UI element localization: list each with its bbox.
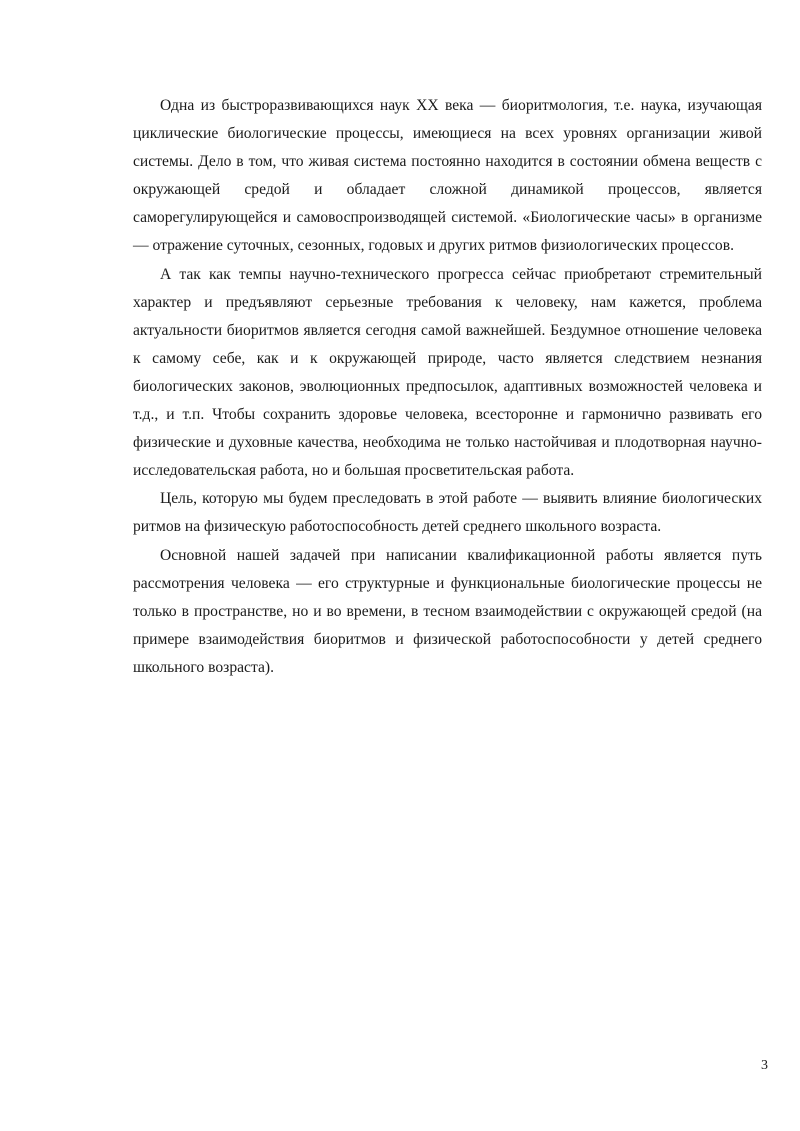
page-body [133,92,762,682]
paragraph-relevance: А так как темпы научно-технического прогресса сейчас приобретают стремительный характер и предъявляют серьезные требования к человеку, нам кажется, проблема актуальности биоритмов является сегодня самой важнейшей. Бездумное отношение человека к самому себе, как и к окружающей природе, часто является следствием незнания биологических законов, эволюционных предпосылок, адаптивных возможностей человека и т.д., и т.п. Чтобы сохранить здоровье человека, всесторонне и гармонично развивать его физические и духовные качества, необходима не только настойчивая и плодотворная научно-исследовательская работа, но и большая просветительская работа. [133,265,762,480]
paragraph-goal: Цель, которую мы будем преследовать в этой работе — выявить влияние биологических ритмов на физическую работоспособность детей среднего школьного возраста. [133,490,762,536]
paragraph-intro-biorhythmology: Одна из быстроразвивающихся наук XX века — биоритмология, т.е. наука, изучающая циклические биологические процессы, имеющиеся на всех уровнях организации живой системы. Дело в том, что живая система постоянно находится в состоянии обмена веществ с окружающей средой и обладает сложной динамикой процессов, является саморегулирующейся и самовоспроизводящей системой. «Биологические часы» в организме — отражение суточных, сезонных, годовых и других ритмов физиологических процессов. [133,97,762,255]
page-number: 3 [761,1058,768,1073]
paragraph-main-task: Основной нашей задачей при написании квалификационной работы является путь рассмотрения человека — его структурные и функциональные биологические процессы не только в пространстве, но и во времени, в тесном взаимодействии с окружающей средой (на примере взаимодействия биоритмов и физической работоспособности у детей среднего школьного возраста). [133,546,762,676]
